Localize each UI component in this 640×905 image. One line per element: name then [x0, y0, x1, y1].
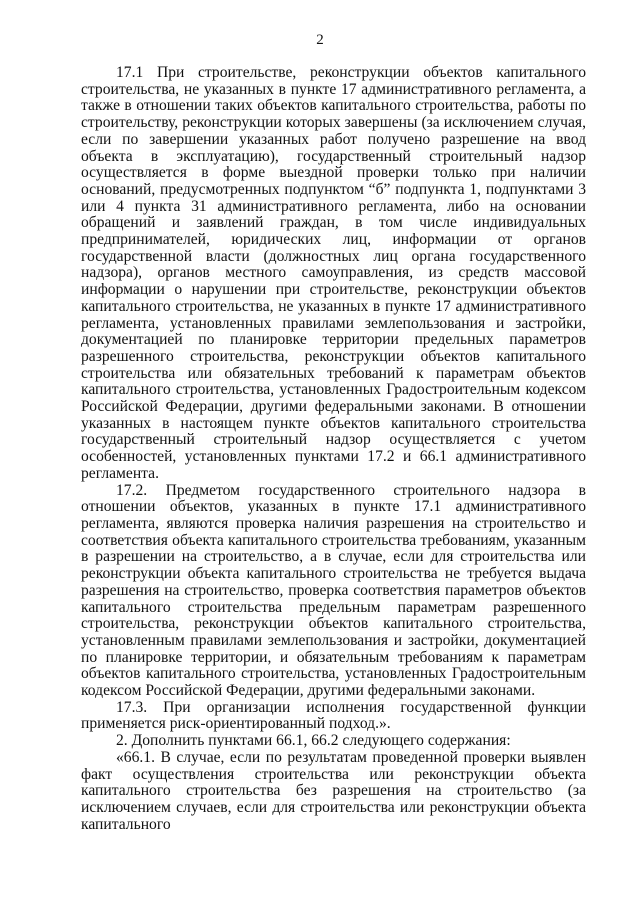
paragraph-17-3: 17.3. При организации исполнения государственной функции применяется риск-ориентированный подход.». — [81, 698, 586, 733]
paragraph-17-2: 17.2. Предметом государственного строительного надзора в отношении объектов, указанных в пункте 17.1 административного регламента, являются проверка наличия разрешения на строительство и соответствия объекта капитального строительства требованиям, указанным в разрешении на строительство, а в случае, если для строительства или реконструкции объекта капитального строительства не требуется выдача разрешения на строительство, проверка соответствия параметров объектов капитального строительства предельным параметрам разрешенного строительства, реконструкции объектов капитального строительства, установленным правилами землепользования и застройки, документацией по планировке территории, и обязательным требованиям к параметрам объектов капитального строительства, установленных Градостроительным кодексом Российской Федерации, другими федеральными законами. — [81, 481, 586, 700]
paragraph-66-1: «66.1. В случае, если по результатам проведенной проверки выявлен факт осуществления строительства или реконструкции объекта капитального строительства без разрешения на строительство (за исключением случаев, если для строительства или реконструкции объекта капитального — [81, 748, 586, 833]
page-number: 2 — [316, 32, 324, 48]
document-body — [81, 65, 586, 833]
paragraph-17-1: 17.1 При строительстве, реконструкции объектов капитального строительства, не указанных в пункте 17 административного регламента, а также в отношении таких объектов капитального строительства, работы по строительству, реконструкции которых завершены (за исключением случая, если по завершении указанных работ получено разрешение на ввод объекта в эксплуатацию), государственный строительный надзор осуществляется в форме выездной проверки только при наличии оснований, предусмотренных подпунктом “б” подпункта 1, подпунктами 3 или 4 пункта 31 административного регламента, либо на основании обращений и заявлений граждан, в том числе индивидуальных предпринимателей, юридических лиц, информации от органов государственной власти (должностных лиц органа государственного надзора), органов местного самоуправления, из средств массовой информации о нарушении при строительстве, реконструкции объектов капитального строительства, не указанных в пункте 17 административного регламента, установленных правилами землепользования и застройки, документацией по планировке территории предельных параметров разрешенного строительства, реконструкции объектов капитального строительства или обязательных требований к параметрам объектов капитального строительства, установленных Градостроительным кодексом Российской Федерации, другими федеральными законами. В отношении указанных в настоящем пункте объектов капитального строительства государственный строительный надзор осуществляется с учетом особенностей, установленных пунктами 17.2 и 66.1 административного регламента. — [81, 64, 586, 482]
paragraph-amendment-2: 2. Дополнить пунктами 66.1, 66.2 следующего содержания: — [116, 732, 511, 750]
